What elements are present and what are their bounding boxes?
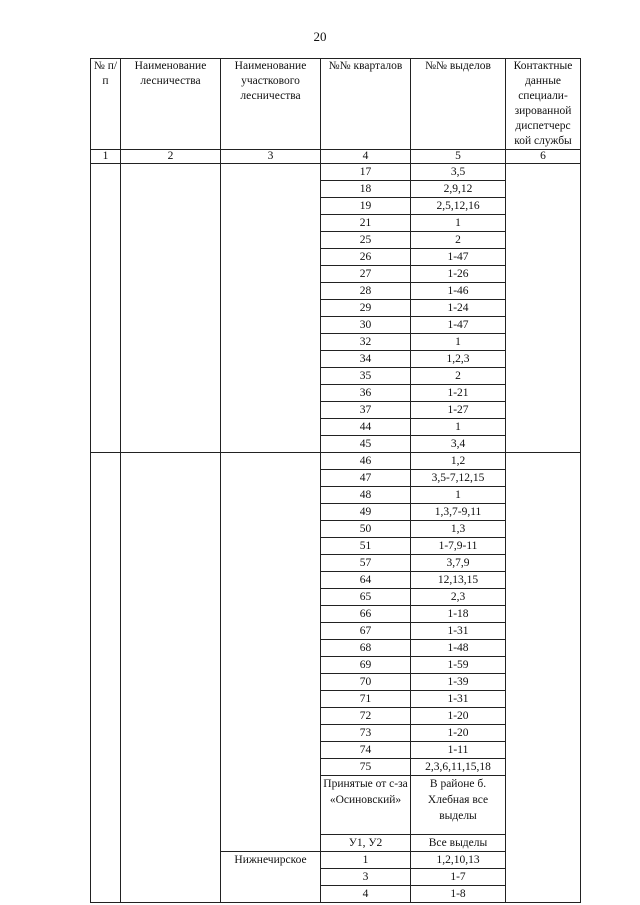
table-group-1 <box>91 164 581 453</box>
vydel-cell: 3,4 <box>411 436 506 453</box>
kvartal-cell: 25 <box>321 232 411 249</box>
vydel-cell: 1-31 <box>411 691 506 708</box>
vydel-cell: 2,3 <box>411 589 506 606</box>
table-row <box>91 164 581 181</box>
vydel-cell: 1-26 <box>411 266 506 283</box>
number-cell <box>91 164 121 453</box>
vydel-cell: 1-8 <box>411 886 506 903</box>
vydel-cell: 3,7,9 <box>411 555 506 572</box>
vydel-cell: Все выделы <box>411 835 506 852</box>
kvartal-cell: 73 <box>321 725 411 742</box>
kvartal-cell: 46 <box>321 453 411 470</box>
vydel-cell: 1-48 <box>411 640 506 657</box>
kvartal-cell: Принятые от с-за «Осиновский» <box>321 776 411 835</box>
kvartal-cell: 71 <box>321 691 411 708</box>
vydel-cell: 1-11 <box>411 742 506 759</box>
vydel-cell: 1,2,3 <box>411 351 506 368</box>
header-kvartals: №№ кварталов <box>321 59 411 150</box>
column-number: 2 <box>121 150 221 164</box>
vydel-cell: 1-31 <box>411 623 506 640</box>
column-number: 4 <box>321 150 411 164</box>
column-number: 6 <box>506 150 581 164</box>
vydel-cell: 1,3,7-9,11 <box>411 504 506 521</box>
kvartal-cell: 26 <box>321 249 411 266</box>
kvartal-cell: 72 <box>321 708 411 725</box>
kvartal-cell: 36 <box>321 385 411 402</box>
kvartal-cell: 35 <box>321 368 411 385</box>
district-forestry-cell <box>221 453 321 852</box>
vydel-cell: 1-7,9-11 <box>411 538 506 555</box>
kvartal-cell: 17 <box>321 164 411 181</box>
vydel-cell: 1-24 <box>411 300 506 317</box>
vydel-cell: 2,9,12 <box>411 181 506 198</box>
vydel-cell: 2,5,12,16 <box>411 198 506 215</box>
vydel-cell: 1 <box>411 215 506 232</box>
vydel-cell: В районе б. Хлебная все выделы <box>411 776 506 835</box>
kvartal-cell: У1, У2 <box>321 835 411 852</box>
kvartal-cell: 37 <box>321 402 411 419</box>
column-number-row <box>91 150 581 164</box>
kvartal-cell: 50 <box>321 521 411 538</box>
kvartal-cell: 47 <box>321 470 411 487</box>
kvartal-cell: 3 <box>321 869 411 886</box>
forest-districts-table <box>90 58 581 903</box>
kvartal-cell: 32 <box>321 334 411 351</box>
column-number: 5 <box>411 150 506 164</box>
kvartal-cell: 57 <box>321 555 411 572</box>
kvartal-cell: 44 <box>321 419 411 436</box>
vydel-cell: 1 <box>411 487 506 504</box>
vydel-cell: 1-59 <box>411 657 506 674</box>
header-row <box>91 59 581 150</box>
vydel-cell: 1,2 <box>411 453 506 470</box>
table-row <box>91 453 581 470</box>
forestry-cell <box>121 453 221 903</box>
kvartal-cell: 48 <box>321 487 411 504</box>
page-number: 20 <box>313 29 327 44</box>
vydel-cell: 1-47 <box>411 249 506 266</box>
district-forestry-cell <box>221 164 321 453</box>
kvartal-cell: 30 <box>321 317 411 334</box>
kvartal-cell: 70 <box>321 674 411 691</box>
vydel-cell: 1-39 <box>411 674 506 691</box>
contacts-cell <box>506 453 581 903</box>
header-number: № п/п <box>91 59 121 150</box>
kvartal-cell: 21 <box>321 215 411 232</box>
kvartal-cell: 66 <box>321 606 411 623</box>
kvartal-cell: 27 <box>321 266 411 283</box>
header-vydels: №№ выделов <box>411 59 506 150</box>
header-district-forestry: Наименование участкового лесничества <box>221 59 321 150</box>
kvartal-cell: 1 <box>321 852 411 869</box>
vydel-cell: 2,3,6,11,15,18 <box>411 759 506 776</box>
vydel-cell: 1-20 <box>411 708 506 725</box>
kvartal-cell: 64 <box>321 572 411 589</box>
kvartal-cell: 18 <box>321 181 411 198</box>
vydel-cell: 1-18 <box>411 606 506 623</box>
kvartal-cell: 49 <box>321 504 411 521</box>
kvartal-cell: 68 <box>321 640 411 657</box>
vydel-cell: 1-46 <box>411 283 506 300</box>
vydel-cell: 2 <box>411 232 506 249</box>
kvartal-cell: 75 <box>321 759 411 776</box>
district-forestry-name: Нижнечирское <box>221 852 321 903</box>
vydel-cell: 1-27 <box>411 402 506 419</box>
kvartal-cell: 4 <box>321 886 411 903</box>
vydel-cell: 1 <box>411 334 506 351</box>
vydel-cell: 3,5-7,12,15 <box>411 470 506 487</box>
vydel-cell: 1,3 <box>411 521 506 538</box>
kvartal-cell: 45 <box>321 436 411 453</box>
forestry-cell <box>121 164 221 453</box>
kvartal-cell: 28 <box>321 283 411 300</box>
kvartal-cell: 51 <box>321 538 411 555</box>
vydel-cell: 2 <box>411 368 506 385</box>
vydel-cell: 1-7 <box>411 869 506 886</box>
contacts-cell <box>506 164 581 453</box>
column-number: 1 <box>91 150 121 164</box>
kvartal-cell: 67 <box>321 623 411 640</box>
kvartal-cell: 29 <box>321 300 411 317</box>
kvartal-cell: 74 <box>321 742 411 759</box>
vydel-cell: 12,13,15 <box>411 572 506 589</box>
header-contacts: Контактные данные специали-зированной диспетчерс кой службы <box>506 59 581 150</box>
column-number: 3 <box>221 150 321 164</box>
header-forestry: Наименование лесничества <box>121 59 221 150</box>
vydel-cell: 3,5 <box>411 164 506 181</box>
vydel-cell: 1 <box>411 419 506 436</box>
vydel-cell: 1-20 <box>411 725 506 742</box>
kvartal-cell: 65 <box>321 589 411 606</box>
kvartal-cell: 34 <box>321 351 411 368</box>
vydel-cell: 1-21 <box>411 385 506 402</box>
kvartal-cell: 69 <box>321 657 411 674</box>
vydel-cell: 1,2,10,13 <box>411 852 506 869</box>
table-group-2 <box>91 453 581 903</box>
vydel-cell: 1-47 <box>411 317 506 334</box>
number-cell <box>91 453 121 903</box>
kvartal-cell: 19 <box>321 198 411 215</box>
